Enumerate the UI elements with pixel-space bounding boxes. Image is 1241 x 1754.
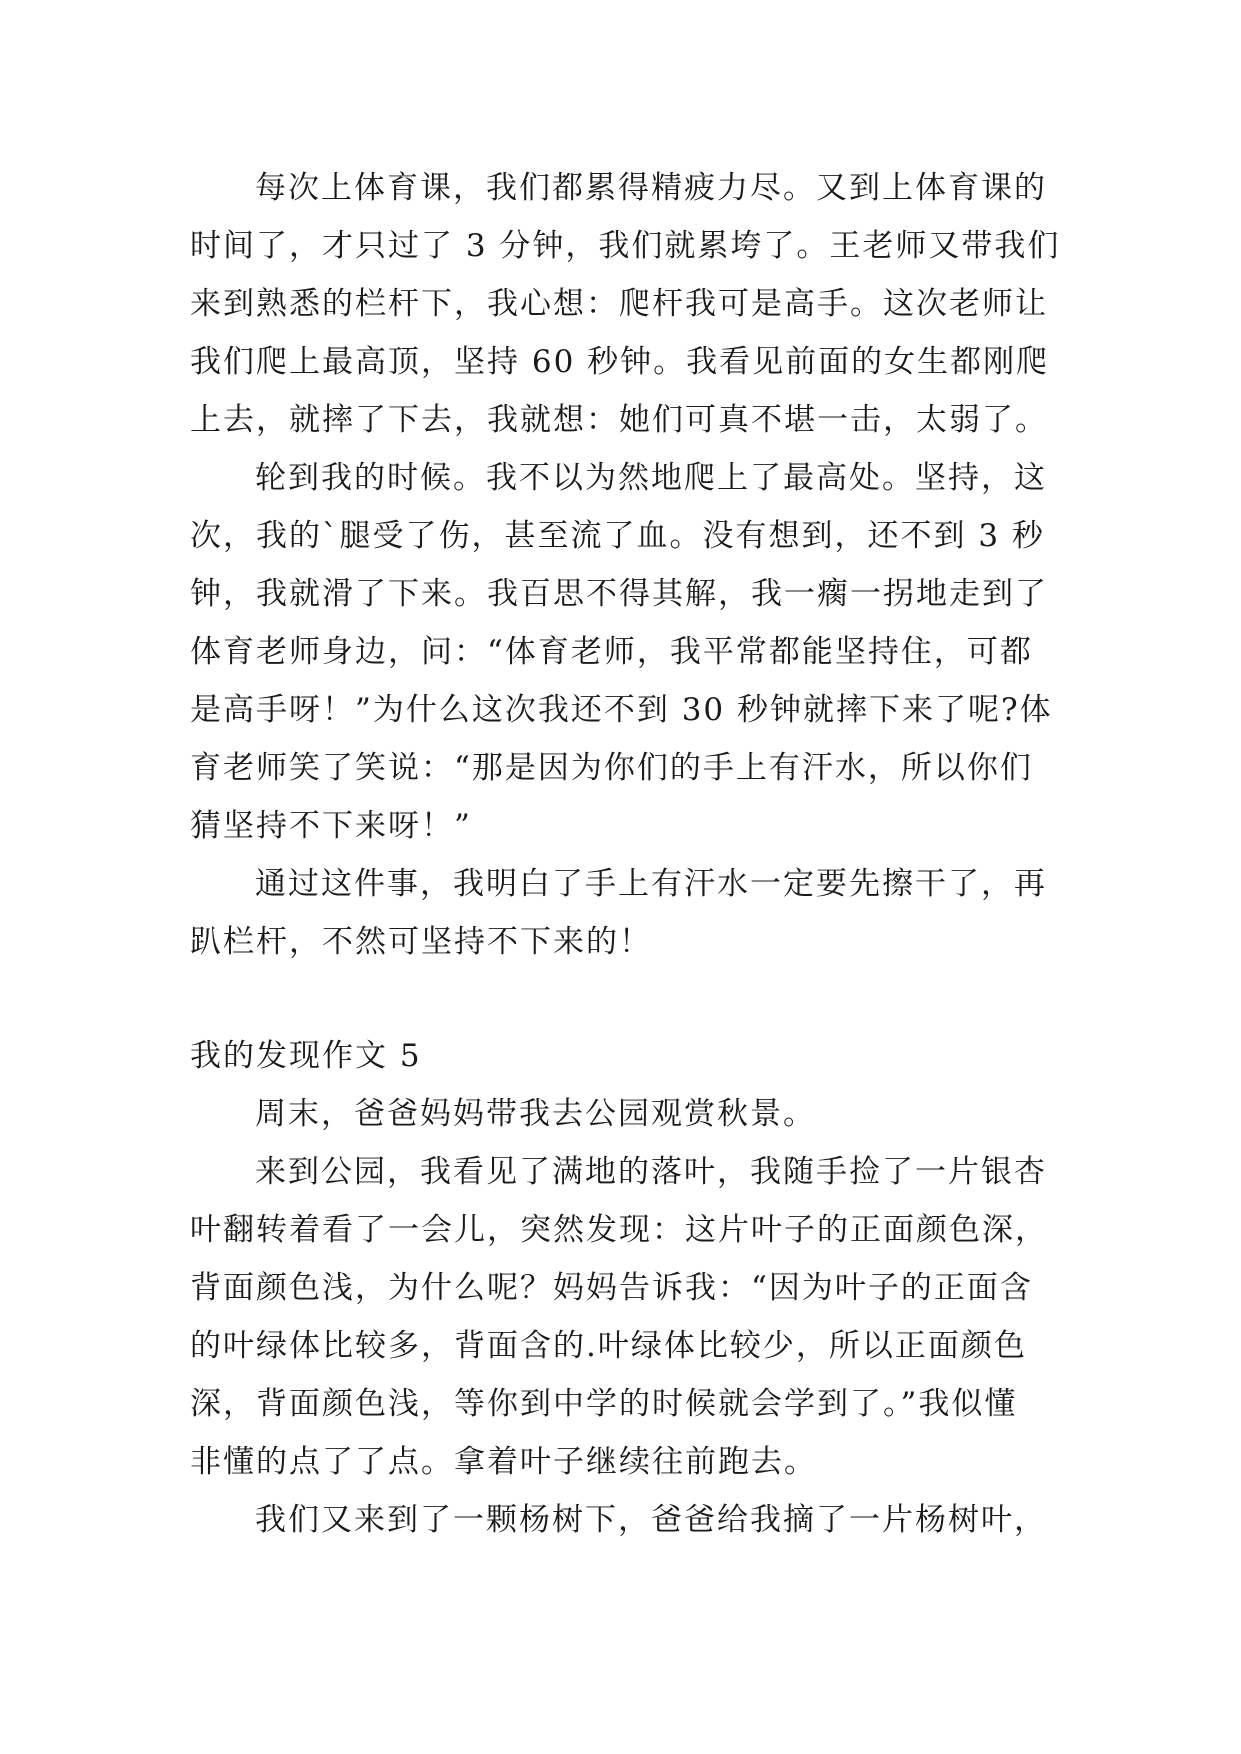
text-line: 趴栏杆，不然可坚持不下来的！ (190, 924, 652, 960)
text-line: 深，背面颜色浅，等你到中学的时候就会学到了。”我似懂 (190, 1386, 1018, 1422)
text-line: 背面颜色浅，为什么呢？妈妈告诉我：“因为叶子的正面含 (190, 1270, 1033, 1306)
text-line: 次，我的`腿受了伤，甚至流了血。没有想到，还不到 3 秒 (190, 518, 1045, 554)
text-line: 轮到我的时候。我不以为然地爬上了最高处。坚持，这 (255, 460, 1047, 496)
text-line: 来到熟悉的栏杆下，我心想：爬杆我可是高手。这次老师让 (190, 286, 1048, 322)
text-line: 我们又来到了一颗杨树下，爸爸给我摘了一片杨树叶， (255, 1502, 1047, 1538)
text-line: 周末，爸爸妈妈带我去公园观赏秋景。 (255, 1096, 816, 1132)
section-heading: 我的发现作文 5 (190, 1038, 422, 1074)
text-line: 通过这件事，我明白了手上有汗水一定要先擦干了，再 (255, 866, 1047, 902)
text-line: 的叶绿体比较多，背面含的.叶绿体比较少，所以正面颜色 (190, 1328, 1027, 1364)
text-line: 我们爬上最高顶，坚持 60 秒钟。我看见前面的女生都刚爬 (190, 344, 1050, 380)
text-line: 猜坚持不下来呀！” (190, 808, 472, 844)
text-line: 叶翻转着看了一会儿，突然发现：这片叶子的正面颜色深， (190, 1212, 1048, 1248)
text-line: 上去，就摔了下去，我就想：她们可真不堪一击，太弱了。 (190, 402, 1048, 438)
text-line: 是高手呀！”为什么这次我还不到 30 秒钟就摔下来了呢?体 (190, 692, 1053, 728)
text-line: 来到公园，我看见了满地的落叶，我随手捡了一片银杏 (255, 1154, 1047, 1190)
text-line: 育老师笑了笑说：“那是因为你们的手上有汗水，所以你们 (190, 750, 1033, 786)
text-line: 非懂的点了了点。拿着叶子继续往前跑去。 (190, 1444, 817, 1480)
text-line: 体育老师身边，问：“体育老师，我平常都能坚持住，可都 (190, 634, 1033, 670)
text-line: 钟，我就滑了下来。我百思不得其解，我一瘸一拐地走到了 (190, 576, 1048, 612)
text-line: 时间了，才只过了 3 分钟，我们就累垮了。王老师又带我们 (190, 228, 1061, 264)
text-line: 每次上体育课，我们都累得精疲力尽。又到上体育课的 (255, 170, 1047, 206)
